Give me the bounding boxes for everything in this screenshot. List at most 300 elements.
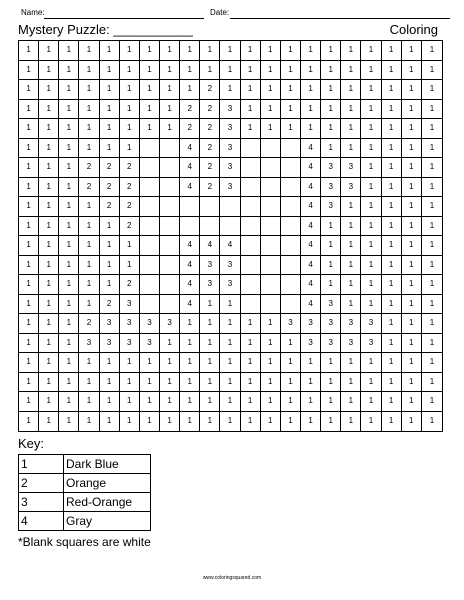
grid-cell <box>281 275 301 295</box>
grid-cell: 1 <box>140 80 160 100</box>
grid-cell <box>220 197 240 217</box>
grid-cell: 2 <box>200 80 220 100</box>
grid-cell <box>281 236 301 256</box>
grid-cell: 1 <box>100 139 120 159</box>
grid-cell: 1 <box>19 295 39 315</box>
grid-cell: 2 <box>180 100 200 120</box>
grid-cell: 1 <box>180 412 200 432</box>
grid-cell: 1 <box>100 256 120 276</box>
grid-cell: 1 <box>321 353 341 373</box>
grid-cell <box>200 197 220 217</box>
grid-cell: 1 <box>402 61 422 81</box>
grid-cell: 1 <box>241 334 261 354</box>
grid-cell: 1 <box>220 295 240 315</box>
grid-cell: 3 <box>100 314 120 334</box>
grid-cell: 1 <box>361 412 381 432</box>
grid-cell: 1 <box>120 392 140 412</box>
grid-cell: 1 <box>341 353 361 373</box>
grid-cell: 1 <box>321 61 341 81</box>
grid-cell <box>160 236 180 256</box>
grid-cell <box>140 295 160 315</box>
grid-cell <box>261 139 281 159</box>
grid-cell: 4 <box>301 236 321 256</box>
title-row <box>18 22 438 40</box>
grid-cell: 1 <box>361 61 381 81</box>
grid-cell: 1 <box>59 373 79 393</box>
grid-cell: 3 <box>220 100 240 120</box>
grid-cell: 1 <box>241 100 261 120</box>
key-row <box>19 455 151 474</box>
grid-cell: 1 <box>402 256 422 276</box>
grid-cell: 1 <box>19 217 39 237</box>
grid-cell: 1 <box>261 61 281 81</box>
grid-cell: 1 <box>79 392 99 412</box>
grid-cell: 1 <box>382 353 402 373</box>
grid-cell: 1 <box>341 412 361 432</box>
key-color-name: Red-Orange <box>64 493 151 512</box>
grid-cell: 1 <box>382 392 402 412</box>
grid-cell: 1 <box>361 392 381 412</box>
grid-cell: 1 <box>180 61 200 81</box>
grid-cell: 1 <box>39 275 59 295</box>
grid-cell: 1 <box>422 80 442 100</box>
grid-cell: 1 <box>422 373 442 393</box>
grid-cell: 1 <box>19 119 39 139</box>
grid-cell <box>281 178 301 198</box>
grid-cell: 1 <box>402 197 422 217</box>
grid-cell: 1 <box>402 412 422 432</box>
grid-cell: 1 <box>120 412 140 432</box>
grid-cell: 1 <box>180 334 200 354</box>
grid-cell: 1 <box>100 41 120 61</box>
grid-cell: 3 <box>220 139 240 159</box>
grid-cell: 1 <box>422 100 442 120</box>
grid-cell: 2 <box>120 178 140 198</box>
grid-cell: 1 <box>100 80 120 100</box>
grid-cell: 1 <box>422 275 442 295</box>
grid-cell <box>200 217 220 237</box>
grid-cell: 1 <box>220 80 240 100</box>
grid-cell: 3 <box>120 314 140 334</box>
name-label: Name: <box>21 8 45 17</box>
grid-cell <box>261 236 281 256</box>
grid-cell <box>160 256 180 276</box>
grid-cell: 1 <box>59 314 79 334</box>
grid-cell: 2 <box>79 178 99 198</box>
grid-cell: 1 <box>120 373 140 393</box>
grid-cell: 1 <box>59 80 79 100</box>
grid-cell: 2 <box>79 314 99 334</box>
grid-cell: 1 <box>79 80 99 100</box>
grid-cell <box>180 217 200 237</box>
grid-cell: 1 <box>39 392 59 412</box>
grid-cell <box>281 158 301 178</box>
grid-cell: 1 <box>39 412 59 432</box>
grid-cell: 2 <box>120 217 140 237</box>
grid-cell: 1 <box>140 100 160 120</box>
grid-cell: 1 <box>321 139 341 159</box>
grid-cell: 1 <box>79 236 99 256</box>
grid-cell: 1 <box>120 119 140 139</box>
grid-cell: 1 <box>321 119 341 139</box>
grid-cell: 1 <box>200 295 220 315</box>
grid-cell: 2 <box>200 158 220 178</box>
grid-cell <box>261 178 281 198</box>
grid-cell: 1 <box>321 373 341 393</box>
grid-cell: 1 <box>180 314 200 334</box>
grid-cell: 3 <box>200 275 220 295</box>
grid-cell: 1 <box>19 100 39 120</box>
grid-cell: 1 <box>39 119 59 139</box>
grid-cell: 1 <box>402 314 422 334</box>
grid-cell: 3 <box>321 295 341 315</box>
grid-cell: 1 <box>341 217 361 237</box>
grid-cell <box>241 217 261 237</box>
grid-cell: 1 <box>361 41 381 61</box>
grid-cell: 1 <box>79 61 99 81</box>
grid-cell: 2 <box>200 178 220 198</box>
grid-cell: 1 <box>220 353 240 373</box>
grid-cell <box>180 197 200 217</box>
grid-cell: 3 <box>341 178 361 198</box>
grid-cell: 1 <box>19 197 39 217</box>
grid-cell: 1 <box>261 392 281 412</box>
grid-cell <box>160 295 180 315</box>
grid-cell: 1 <box>79 256 99 276</box>
key-title: Key: <box>18 436 45 451</box>
grid-cell: 1 <box>180 80 200 100</box>
grid-cell: 1 <box>180 373 200 393</box>
grid-cell: 1 <box>422 295 442 315</box>
grid-cell: 1 <box>39 295 59 315</box>
grid-cell: 1 <box>100 412 120 432</box>
grid-cell: 1 <box>341 392 361 412</box>
grid-cell: 1 <box>341 61 361 81</box>
grid-cell: 2 <box>180 119 200 139</box>
grid-cell <box>160 217 180 237</box>
grid-cell <box>241 295 261 315</box>
grid-cell: 1 <box>361 158 381 178</box>
puzzle-title: Mystery Puzzle: ___________ <box>18 22 193 37</box>
grid-cell: 1 <box>39 256 59 276</box>
grid-cell: 1 <box>200 392 220 412</box>
grid-cell: 1 <box>281 334 301 354</box>
grid-cell <box>220 217 240 237</box>
grid-cell <box>281 256 301 276</box>
grid-cell: 1 <box>361 275 381 295</box>
grid-cell <box>241 197 261 217</box>
grid-cell: 2 <box>100 178 120 198</box>
grid-cell: 4 <box>180 158 200 178</box>
grid-cell: 2 <box>200 119 220 139</box>
grid-cell: 3 <box>281 314 301 334</box>
grid-cell: 1 <box>402 295 422 315</box>
grid-cell: 1 <box>100 353 120 373</box>
grid-cell: 1 <box>281 41 301 61</box>
grid-cell: 1 <box>281 61 301 81</box>
grid-cell: 1 <box>422 392 442 412</box>
grid-cell: 1 <box>100 61 120 81</box>
grid-cell <box>140 256 160 276</box>
grid-cell: 1 <box>19 41 39 61</box>
grid-cell: 1 <box>59 256 79 276</box>
grid-cell: 1 <box>382 178 402 198</box>
grid-cell: 2 <box>100 158 120 178</box>
grid-cell: 1 <box>321 100 341 120</box>
grid-cell: 3 <box>200 256 220 276</box>
grid-cell: 1 <box>79 41 99 61</box>
grid-cell: 1 <box>341 373 361 393</box>
grid-cell: 1 <box>402 100 422 120</box>
grid-cell: 1 <box>422 314 442 334</box>
grid-cell: 1 <box>382 119 402 139</box>
grid-cell: 1 <box>382 41 402 61</box>
date-label: Date: <box>210 8 230 17</box>
grid-cell <box>140 158 160 178</box>
grid-cell: 2 <box>100 295 120 315</box>
grid-cell: 2 <box>120 275 140 295</box>
grid-cell: 1 <box>220 412 240 432</box>
grid-cell <box>140 197 160 217</box>
grid-cell: 1 <box>241 373 261 393</box>
grid-cell: 1 <box>422 197 442 217</box>
grid-cell: 1 <box>341 256 361 276</box>
grid-cell: 1 <box>281 392 301 412</box>
grid-cell: 1 <box>19 353 39 373</box>
grid-cell: 1 <box>361 236 381 256</box>
grid-cell: 1 <box>160 392 180 412</box>
grid-cell: 1 <box>402 392 422 412</box>
grid-cell: 1 <box>200 61 220 81</box>
grid-cell: 1 <box>140 61 160 81</box>
grid-cell: 1 <box>39 41 59 61</box>
grid-cell: 1 <box>200 314 220 334</box>
grid-cell: 1 <box>19 392 39 412</box>
grid-cell: 1 <box>241 61 261 81</box>
grid-cell: 1 <box>402 41 422 61</box>
grid-cell: 3 <box>321 314 341 334</box>
grid-cell: 1 <box>79 139 99 159</box>
grid-cell: 1 <box>59 353 79 373</box>
grid-cell: 2 <box>100 197 120 217</box>
date-field-line <box>230 18 450 19</box>
grid-cell: 3 <box>220 119 240 139</box>
grid-cell: 1 <box>301 353 321 373</box>
grid-cell: 1 <box>59 119 79 139</box>
grid-cell: 1 <box>361 353 381 373</box>
grid-cell: 1 <box>100 275 120 295</box>
grid-cell: 1 <box>382 275 402 295</box>
grid-cell: 1 <box>39 61 59 81</box>
grid-cell: 4 <box>180 275 200 295</box>
grid-cell: 3 <box>160 314 180 334</box>
grid-cell: 4 <box>301 256 321 276</box>
grid-cell: 1 <box>241 392 261 412</box>
grid-cell <box>160 139 180 159</box>
grid-cell: 1 <box>422 334 442 354</box>
grid-cell: 4 <box>301 178 321 198</box>
grid-cell: 1 <box>19 334 39 354</box>
grid-cell: 1 <box>341 100 361 120</box>
grid-cell: 1 <box>39 139 59 159</box>
grid-cell: 1 <box>39 100 59 120</box>
grid-cell <box>241 256 261 276</box>
grid-cell: 1 <box>241 119 261 139</box>
grid-cell: 1 <box>402 275 422 295</box>
grid-cell: 1 <box>59 178 79 198</box>
grid-cell: 1 <box>382 295 402 315</box>
grid-cell: 4 <box>301 217 321 237</box>
grid-cell: 1 <box>422 178 442 198</box>
grid-cell: 1 <box>422 256 442 276</box>
footer-url: www.coloringsquared.com <box>202 575 262 581</box>
grid-cell: 1 <box>19 314 39 334</box>
grid-cell: 1 <box>341 139 361 159</box>
grid-cell: 1 <box>19 178 39 198</box>
grid-cell: 1 <box>19 158 39 178</box>
grid-cell: 1 <box>301 392 321 412</box>
grid-cell: 3 <box>120 334 140 354</box>
grid-cell: 1 <box>261 100 281 120</box>
grid-cell: 1 <box>59 392 79 412</box>
grid-cell: 1 <box>261 80 281 100</box>
worksheet-type-label: Coloring <box>389 22 438 37</box>
grid-cell: 3 <box>100 334 120 354</box>
grid-cell: 3 <box>140 334 160 354</box>
key-color-name: Dark Blue <box>64 455 151 474</box>
grid-cell: 1 <box>79 217 99 237</box>
grid-cell: 1 <box>301 412 321 432</box>
grid-cell: 1 <box>120 353 140 373</box>
grid-cell: 1 <box>140 119 160 139</box>
grid-cell: 3 <box>341 158 361 178</box>
grid-cell: 1 <box>180 392 200 412</box>
grid-cell <box>140 275 160 295</box>
grid-cell: 1 <box>341 119 361 139</box>
grid-cell: 1 <box>200 334 220 354</box>
grid-cell: 1 <box>281 119 301 139</box>
grid-cell: 1 <box>160 334 180 354</box>
grid-cell: 1 <box>321 275 341 295</box>
grid-cell <box>160 158 180 178</box>
grid-cell: 4 <box>200 236 220 256</box>
grid-cell: 1 <box>422 139 442 159</box>
grid-cell: 3 <box>321 334 341 354</box>
grid-cell: 3 <box>321 158 341 178</box>
grid-cell: 1 <box>79 119 99 139</box>
grid-cell: 1 <box>402 373 422 393</box>
grid-cell <box>241 178 261 198</box>
grid-cell: 1 <box>382 100 402 120</box>
grid-cell: 4 <box>301 158 321 178</box>
grid-cell <box>241 236 261 256</box>
grid-cell <box>261 217 281 237</box>
grid-cell: 1 <box>19 275 39 295</box>
grid-cell: 1 <box>160 80 180 100</box>
grid-cell: 1 <box>59 217 79 237</box>
grid-cell: 1 <box>160 119 180 139</box>
grid-cell: 1 <box>220 314 240 334</box>
grid-cell: 1 <box>19 373 39 393</box>
grid-cell <box>241 158 261 178</box>
grid-cell: 3 <box>321 178 341 198</box>
grid-cell: 1 <box>321 217 341 237</box>
grid-cell: 4 <box>301 197 321 217</box>
grid-cell: 1 <box>361 119 381 139</box>
grid-cell: 1 <box>402 158 422 178</box>
grid-cell: 1 <box>382 373 402 393</box>
grid-cell <box>261 295 281 315</box>
grid-cell: 1 <box>422 61 442 81</box>
grid-cell: 1 <box>341 197 361 217</box>
grid-cell: 1 <box>39 373 59 393</box>
grid-cell: 1 <box>261 412 281 432</box>
key-table <box>18 454 151 531</box>
grid-cell: 1 <box>429 416 435 426</box>
grid-cell: 3 <box>220 275 240 295</box>
grid-cell: 1 <box>160 412 180 432</box>
grid-cell: 1 <box>382 158 402 178</box>
grid-cell: 3 <box>220 178 240 198</box>
key-row <box>19 474 151 493</box>
grid-cell: 1 <box>261 373 281 393</box>
grid-cell: 1 <box>422 158 442 178</box>
grid-cell: 1 <box>120 41 140 61</box>
grid-cell: 1 <box>140 373 160 393</box>
grid-cell: 1 <box>301 373 321 393</box>
grid-cell <box>281 217 301 237</box>
grid-cell: 1 <box>341 80 361 100</box>
grid-cell: 1 <box>79 373 99 393</box>
grid-cell: 1 <box>261 353 281 373</box>
grid-cell: 2 <box>200 139 220 159</box>
grid-cell: 1 <box>180 353 200 373</box>
grid-cell: 1 <box>19 256 39 276</box>
grid-cell: 1 <box>100 119 120 139</box>
grid-cell: 1 <box>39 334 59 354</box>
grid-cell: 1 <box>301 41 321 61</box>
grid-cell: 1 <box>220 61 240 81</box>
grid-cell: 3 <box>301 314 321 334</box>
grid-cell: 3 <box>120 295 140 315</box>
grid-cell: 1 <box>261 41 281 61</box>
grid-cell: 1 <box>422 353 442 373</box>
grid-cell: 1 <box>321 80 341 100</box>
grid-cell: 1 <box>39 80 59 100</box>
grid-cell: 1 <box>402 353 422 373</box>
grid-cell <box>160 275 180 295</box>
grid-cell: 1 <box>19 139 39 159</box>
grid-cell: 1 <box>301 119 321 139</box>
grid-cell: 4 <box>301 295 321 315</box>
grid-cell: 1 <box>241 353 261 373</box>
grid-cell: 1 <box>341 275 361 295</box>
grid-cell: 1 <box>160 353 180 373</box>
grid-cell: 1 <box>160 41 180 61</box>
grid-cell: 1 <box>220 41 240 61</box>
grid-cell: 1 <box>361 373 381 393</box>
grid-cell: 1 <box>19 236 39 256</box>
grid-cell: 1 <box>361 178 381 198</box>
grid-cell <box>261 275 281 295</box>
grid-cell: 1 <box>79 275 99 295</box>
grid-cell: 1 <box>422 217 442 237</box>
grid-cell: 1 <box>382 80 402 100</box>
grid-cell: 4 <box>180 139 200 159</box>
grid-cell: 1 <box>361 295 381 315</box>
grid-cell: 1 <box>382 314 402 334</box>
grid-cell: 1 <box>59 139 79 159</box>
